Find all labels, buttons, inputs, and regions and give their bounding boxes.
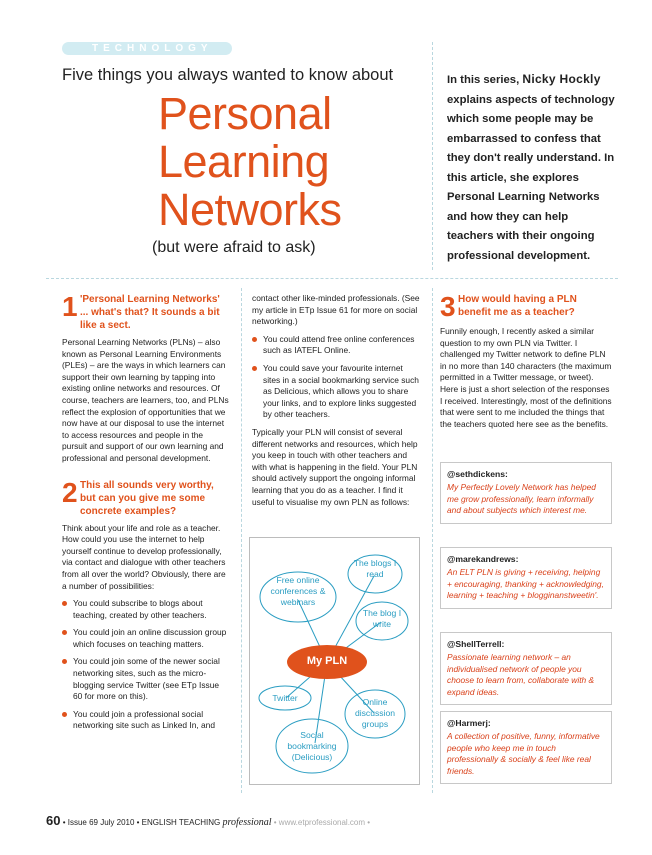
pln-center-node: My PLN: [306, 655, 348, 667]
section-3-header: [440, 293, 612, 321]
list-item: You could join some of the newer social networking sites, such as the micro-blogging service Twitter (see ETp Issue 60 for more on this).: [62, 656, 230, 702]
list-item: You could attend free online conferences such as IATEFL Online.: [252, 334, 420, 357]
intro-body: explains aspects of technology which some people may be embarrassed to confess that they don't really understand. In this article, she explores Personal Learning Networks and how they can help teachers with their ongoing professional development.: [447, 93, 615, 262]
column-divider-1: [241, 288, 242, 793]
section-1-number: 1: [62, 291, 78, 322]
column-2-bullets: [252, 334, 420, 421]
footer-website: • www.etprofessional.com •: [273, 818, 371, 827]
title-line-2: Learning: [158, 136, 330, 187]
section-tag: TECHNOLOGY: [62, 42, 232, 55]
header-divider: [432, 42, 433, 270]
quote-text: An ELT PLN is giving + receiving, helping + encouraging, thanking + acknowledging, learning + teaching + blogginanstweetin'.: [447, 567, 604, 601]
list-item: You could join a professional social networking site such as Linked In, and: [62, 709, 230, 732]
list-item: You could save your favourite internet sites in a social bookmarking service such as Delicious, which allows you to share your links, and to explore links suggested by other teachers.: [252, 363, 420, 421]
title-line-1: Personal: [158, 88, 332, 139]
quote-box: [440, 711, 612, 784]
list-item: You could subscribe to blogs about teaching, created by other teachers.: [62, 598, 230, 621]
section-1-header: [62, 293, 230, 332]
pln-diagram: [249, 537, 420, 785]
section-2-header: [62, 476, 230, 518]
pln-node-bookmarking: Social bookmarking (Delicious): [287, 730, 337, 762]
pln-node-twitter: Twitter: [272, 693, 298, 703]
quote-box: [440, 547, 612, 609]
intro-author: Nicky Hockly: [522, 72, 601, 86]
section-2-body: Think about your life and role as a teacher. How could you use the internet to help yourself continue to develop professionally, via contact and dialogue with other teachers from all over the world? Obviously, there are a number of possibilities:: [62, 522, 226, 591]
quote-handle: @ShellTerrell:: [447, 639, 505, 649]
column-2-continuation: contact other like-minded professionals. (See my article in ETp Issue 61 for more on social networking.): [252, 293, 420, 327]
pln-node-blogs-read: The blogs I read: [353, 558, 397, 579]
list-item: You could join an online discussion group which focuses on teaching matters.: [62, 627, 230, 650]
section-3-heading: How would having a PLN benefit me as a teacher?: [458, 294, 577, 318]
quote-handle: @marekandrews:: [447, 554, 519, 564]
subtitle: (but were afraid to ask): [152, 239, 316, 256]
column-2-body: Typically your PLN will consist of several different networks and resources, which help you keep in touch with other teachers and with what is happening in the field. Your PLN should actively support the ongoing informal learning that you do as a teacher. I find it useful to visualise my own PLN as follows:: [252, 426, 418, 507]
section-3-body: Funnily enough, I recently asked a similar question to my own PLN via Twitter. I challenged my Twitter network to define PLN in no more than 140 characters (the maximum permitted in a Twitter message, or tweet). Here is just a short selection of the responses I received. Interestingly, most of the definitions that were sent to me included the things that the teachers quoted here see as the benefits.: [440, 326, 612, 429]
quote-text: My Perfectly Lovely Network has helped me grow professionally, learn informally and about subjects which interest me.: [447, 482, 596, 516]
pln-node-discussion: Online discussion groups: [354, 697, 396, 729]
pln-node-blog-write: The blog I write: [362, 608, 402, 629]
section-2-heading: This all sounds very worthy, but can you give me some concrete examples?: [80, 479, 214, 517]
title-line-3: Networks: [158, 184, 342, 235]
quote-box: [440, 462, 612, 524]
quote-handle: @sethdickens:: [447, 469, 508, 479]
section-3-number: 3: [440, 291, 456, 322]
horizontal-divider: [46, 278, 618, 279]
pln-node-conferences: Free online conferences & webinars: [270, 575, 326, 607]
intro-lead: In this series,: [447, 74, 520, 86]
column-1: [62, 293, 230, 738]
footer-magazine: professional: [222, 817, 272, 828]
quote-text: A collection of positive, funny, informative people who keep me in touch professionally & socially & feel like real friends.: [447, 731, 600, 776]
column-3: [440, 293, 612, 430]
quote-handle: @Harmerj:: [447, 718, 491, 728]
section-2-bullets: [62, 598, 230, 732]
column-divider-2: [432, 288, 433, 793]
quote-box: [440, 632, 612, 705]
intro-text: [447, 70, 617, 266]
kicker-text: Five things you always wanted to know about: [62, 66, 394, 84]
column-2: [252, 293, 420, 508]
page-number: 60: [46, 813, 61, 828]
section-1-body: Personal Learning Networks (PLNs) – also known as Personal Learning Environments (PLEs) – are the ways in which learners can support their own learning by tapping into existing online networks and resources. Of course, teachers are learners, too, and PLNs reflect the explosion of opportunities that we now have at our disposal to use the internet to access resources and people in the pursuit and support of our own learning and professional and personal development.: [62, 337, 229, 463]
footer-issue: • Issue 69 July 2010 • ENGLISH TEACHING: [62, 818, 221, 827]
section-1-heading: 'Personal Learning Networks' ... what's that? It sounds a bit like a sect.: [80, 294, 220, 331]
quote-text: Passionate learning network – an individualised network of people you choose to learn from, collaborate with & expand ideas.: [447, 652, 595, 697]
page-footer: [46, 813, 370, 828]
section-2-number: 2: [62, 476, 78, 508]
